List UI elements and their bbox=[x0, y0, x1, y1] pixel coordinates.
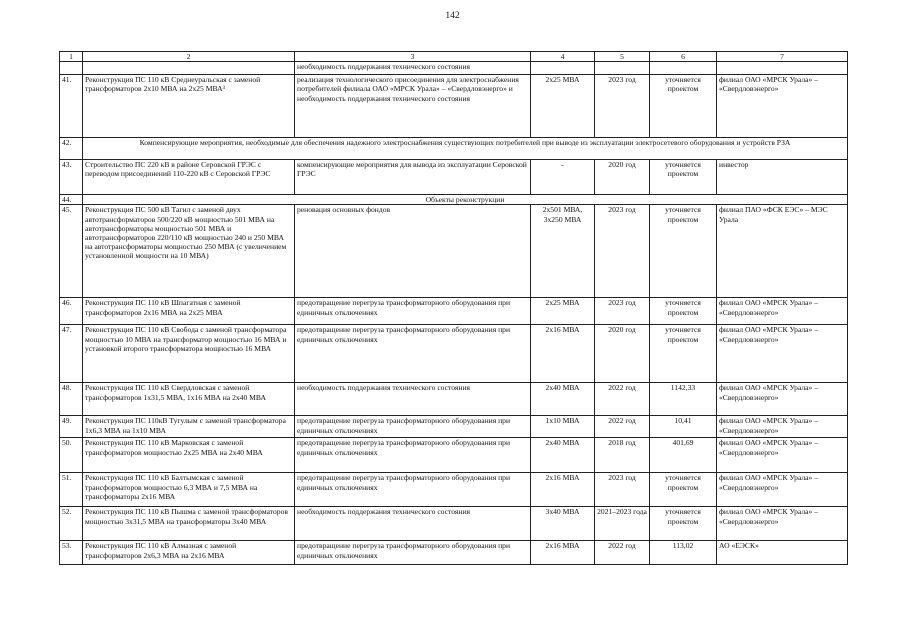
cost bbox=[650, 62, 717, 75]
cost: уточняется проектом bbox=[650, 75, 717, 138]
row-number: 53. bbox=[60, 541, 83, 565]
table-body bbox=[60, 52, 848, 565]
cost: уточняется проектом bbox=[650, 160, 717, 195]
table-row bbox=[60, 75, 848, 138]
header-cell: 3 bbox=[295, 52, 531, 62]
owner: инвестор bbox=[717, 160, 848, 195]
cost: уточняется проектом bbox=[650, 298, 717, 325]
owner bbox=[717, 62, 848, 75]
capacity: - bbox=[531, 160, 595, 195]
table-row bbox=[60, 160, 848, 195]
section-title: Объекты реконструкции bbox=[83, 195, 848, 205]
table-header-row bbox=[60, 52, 848, 62]
object-name: Реконструкция ПС 110 кВ Пышма с заменой трансформаторов мощностью 3х31,5 МВА на трансформаторы 3х40 МВА bbox=[83, 507, 295, 541]
capacity: 2х16 МВА bbox=[531, 325, 595, 383]
deadline: 2023 год bbox=[595, 205, 650, 298]
purpose: реновация основных фондов bbox=[295, 205, 531, 298]
row-number: 46. bbox=[60, 298, 83, 325]
owner: филиал ОАО «МРСК Урала» – «Свердловэнерго» bbox=[717, 473, 848, 507]
deadline: 2018 год bbox=[595, 438, 650, 473]
table-row bbox=[60, 325, 848, 383]
section-row bbox=[60, 138, 848, 160]
purpose: необходимость поддержания технического состояния bbox=[295, 62, 531, 75]
deadline: 2022 год bbox=[595, 416, 650, 438]
object-name: Реконструкция ПС 110 кВ Марковская с заменой трансформаторов мощностью 2х25 МВА на 2х40 МВА bbox=[83, 438, 295, 473]
object-name bbox=[83, 62, 295, 75]
deadline bbox=[595, 62, 650, 75]
capacity: 2х25 МВА bbox=[531, 75, 595, 138]
object-name: Реконструкция ПС 110 кВ Свердловская с заменой трансформаторов 1х31,5 МВА, 1х16 МВА на 2х40 МВА bbox=[83, 383, 295, 416]
owner: филиал ОАО «МРСК Урала» – «Свердловэнерго» bbox=[717, 416, 848, 438]
row-number: 52. bbox=[60, 507, 83, 541]
deadline: 2023 год bbox=[595, 75, 650, 138]
purpose: необходимость поддержания технического состояния bbox=[295, 507, 531, 541]
purpose: предотвращение перегруза трансформаторного оборудования при единичных отключениях bbox=[295, 325, 531, 383]
purpose: реализация технологического присоединения для электроснабжения потребителей филиала ОАО «МРСК Урала» – «Свердловэнерго» и необходимость поддержания технического состояния bbox=[295, 75, 531, 138]
deadline: 2023 год bbox=[595, 298, 650, 325]
purpose: предотвращение перегруза трансформаторного оборудования при единичных отключениях bbox=[295, 416, 531, 438]
table-row bbox=[60, 383, 848, 416]
row-number: 43. bbox=[60, 160, 83, 195]
owner: филиал ОАО «МРСК Урала» – «Свердловэнерго» bbox=[717, 298, 848, 325]
row-number: 50. bbox=[60, 438, 83, 473]
row-number: 47. bbox=[60, 325, 83, 383]
section-title: Компенсирующие мероприятия, необходимые для обеспечения надежного электроснабжения существующих потребителей при выводе из эксплуатации электросетевого оборудования и устройств РЗА bbox=[83, 138, 848, 160]
table-row bbox=[60, 438, 848, 473]
row-number: 42. bbox=[60, 138, 83, 160]
capacity: 2х16 МВА bbox=[531, 541, 595, 565]
row-number: 44. bbox=[60, 195, 83, 205]
row-number bbox=[60, 62, 83, 75]
object-name: Реконструкция ПС 110 кВ Среднеуральская с заменой трансформаторов 2х10 МВА на 2х25 МВА³ bbox=[83, 75, 295, 138]
purpose: компенсирующие мероприятия для вывода из эксплуатации Серовской ГРЭС bbox=[295, 160, 531, 195]
capacity bbox=[531, 62, 595, 75]
owner: АО «ЕЭСК» bbox=[717, 541, 848, 565]
header-cell: 2 bbox=[83, 52, 295, 62]
capacity: 2х16 МВА bbox=[531, 473, 595, 507]
header-cell: 7 bbox=[717, 52, 848, 62]
capacity: 2х501 МВА, 3х250 МВА bbox=[531, 205, 595, 298]
deadline: 2022 год bbox=[595, 383, 650, 416]
row-number: 51. bbox=[60, 473, 83, 507]
table-row bbox=[60, 416, 848, 438]
cost: 113,02 bbox=[650, 541, 717, 565]
capacity: 2х40 МВА bbox=[531, 438, 595, 473]
purpose: предотвращение перегруза трансформаторного оборудования при единичных отключениях bbox=[295, 298, 531, 325]
owner: филиал ПАО «ФСК ЕЭС» – МЭС Урала bbox=[717, 205, 848, 298]
row-number: 45. bbox=[60, 205, 83, 298]
purpose: необходимость поддержания технического состояния bbox=[295, 383, 531, 416]
cost: уточняется проектом bbox=[650, 325, 717, 383]
cost: уточняется проектом bbox=[650, 205, 717, 298]
deadline: 2021–2023 года bbox=[595, 507, 650, 541]
purpose: предотвращение перегруза трансформаторного оборудования при единичных отключениях bbox=[295, 438, 531, 473]
owner: филиал ОАО «МРСК Урала» – «Свердловэнерго» bbox=[717, 75, 848, 138]
row-number: 41. bbox=[60, 75, 83, 138]
table-row bbox=[60, 298, 848, 325]
table-row bbox=[60, 507, 848, 541]
object-name: Реконструкция ПС 110кВ Тугулым с заменой трансформатора 1х6,3 МВА на 1х10 МВА bbox=[83, 416, 295, 438]
deadline: 2020 год bbox=[595, 325, 650, 383]
cost: 401,69 bbox=[650, 438, 717, 473]
table-row bbox=[60, 205, 848, 298]
header-cell: 5 bbox=[595, 52, 650, 62]
investment-table bbox=[59, 51, 848, 565]
object-name: Реконструкция ПС 500 кВ Тагил с заменой двух автотрансформаторов 500/220 кВ мощностью 501 МВА на автотрансформаторы мощностью 501 МВА и автотрансформаторов 220/110 кВ мощностью 240 и 250 МВА на автотрансформаторы мощностью 250 МВА (с увеличением установленной мощности на 10 МВА) bbox=[83, 205, 295, 298]
page-number: 142 bbox=[445, 11, 460, 21]
table-row bbox=[60, 541, 848, 565]
section-row bbox=[60, 195, 848, 205]
cost: 10,41 bbox=[650, 416, 717, 438]
header-cell: 1 bbox=[60, 52, 83, 62]
owner: филиал ОАО «МРСК Урала» – «Свердловэнерго» bbox=[717, 507, 848, 541]
deadline: 2023 год bbox=[595, 473, 650, 507]
row-number: 49. bbox=[60, 416, 83, 438]
header-cell: 6 bbox=[650, 52, 717, 62]
cost: уточняется проектом bbox=[650, 507, 717, 541]
object-name: Реконструкция ПС 110 кВ Свобода с заменой трансформатора мощностью 10 МВА на трансформатор мощностью 16 МВА и установкой второго трансформатора мощностью 16 МВА bbox=[83, 325, 295, 383]
table-row bbox=[60, 62, 848, 75]
deadline: 2020 год bbox=[595, 160, 650, 195]
object-name: Реконструкция ПС 110 кВ Шпагатная с заменой трансформаторов 2х16 МВА на 2х25 МВА bbox=[83, 298, 295, 325]
row-number: 48. bbox=[60, 383, 83, 416]
object-name: Реконструкция ПС 110 кВ Алмазная с заменой трансформаторов 2х6,3 МВА на 2х16 МВА bbox=[83, 541, 295, 565]
capacity: 3х40 МВА bbox=[531, 507, 595, 541]
object-name: Реконструкция ПС 110 кВ Балтымская с заменой трансформаторов мощностью 6,3 МВА и 7,5 МВА на трансформаторы 2х16 МВА bbox=[83, 473, 295, 507]
owner: филиал ОАО «МРСК Урала» – «Свердловэнерго» bbox=[717, 325, 848, 383]
purpose: предотвращение перегруза трансформаторного оборудования при единичных отключениях bbox=[295, 473, 531, 507]
object-name: Строительство ПС 220 кВ в районе Серовской ГРЭС с переводом присоединений 110-220 кВ с Серовской ГРЭС bbox=[83, 160, 295, 195]
cost: 1142,33 bbox=[650, 383, 717, 416]
deadline: 2022 год bbox=[595, 541, 650, 565]
capacity: 2х25 МВА bbox=[531, 298, 595, 325]
table-row bbox=[60, 473, 848, 507]
owner: филиал ОАО «МРСК Урала» – «Свердловэнерго» bbox=[717, 438, 848, 473]
capacity: 2х40 МВА bbox=[531, 383, 595, 416]
cost: уточняется проектом bbox=[650, 473, 717, 507]
purpose: предотвращение перегруза трансформаторного оборудования при единичных отключениях bbox=[295, 541, 531, 565]
header-cell: 4 bbox=[531, 52, 595, 62]
owner: филиал ОАО «МРСК Урала» – «Свердловэнерго» bbox=[717, 383, 848, 416]
capacity: 1х10 МВА bbox=[531, 416, 595, 438]
